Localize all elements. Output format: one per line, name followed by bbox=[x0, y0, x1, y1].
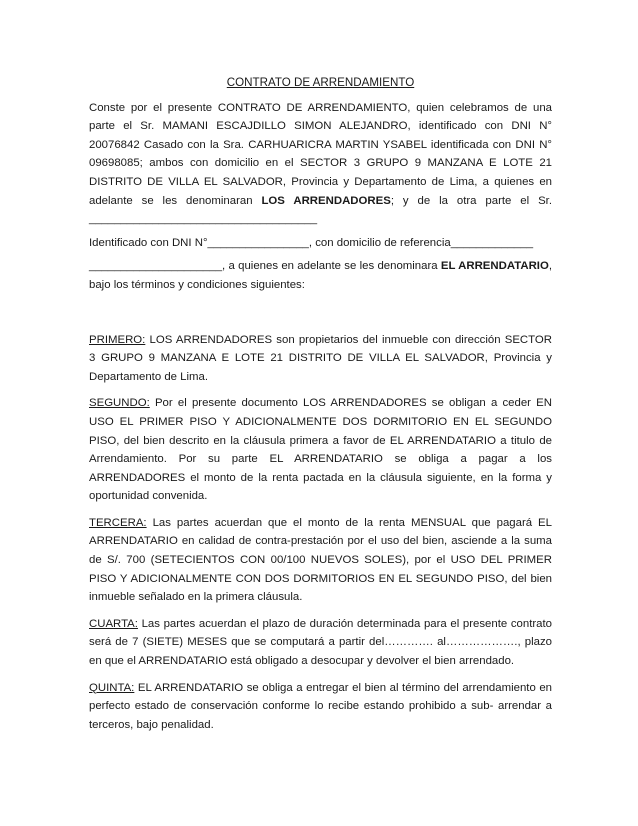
clause-tercera bbox=[89, 514, 552, 607]
clause-label: CUARTA: bbox=[89, 617, 138, 630]
clause-text: Las partes acuerdan el plazo de duración determinada para el presente contrato será de 7 (SIETE) MESES que se computará a partir del…………. al………………., plazo en que el ARRENDATARIO está obligado a desocupar y devolver el bien arrendado. bbox=[89, 617, 552, 668]
intro-paragraph-arrendatario bbox=[89, 257, 552, 294]
intro-text-part-1: Conste por el presente CONTRATO DE ARRENDAMIENTO, quien celebramos de una parte el Sr. MAMANI ESCAJDILLO SIMON ALEJANDRO, identificado con DNI N° 20076842 Casado con la Sra. CARHUARICRA MARTIN YSABEL identificada con DNI N° 09698085; ambos con domicilio en el SECTOR 3 GRUPO 9 MANZANA E LOTE 21 DISTRITO DE VILLA EL SALVADOR, Provincia y Departamento de Lima, a quienes en adelante se les denominaran bbox=[89, 101, 552, 207]
clause-text: Las partes acuerdan que el monto de la renta MENSUAL que pagará EL ARRENDATARIO en calidad de contra-prestación por el uso del bien, asciende a la suma de S/. 700 (SETECIENTOS CON 00/100 NUEVOS SOLES), por el USO DEL PRIMER PISO Y ADICIONALMENTE CON DOS DORMITORIOS EN EL SEGUNDO PISO, del bien inmueble señalado en la primera cláusula. bbox=[89, 516, 552, 604]
clause-segundo bbox=[89, 394, 552, 506]
clause-text: EL ARRENDATARIO se obliga a entregar el bien al término del arrendamiento en perfecto estado de conservación conforme lo recibe estando prohibido a sub- arrendar a terceros, bajo penalidad. bbox=[89, 681, 552, 731]
clause-text: LOS ARRENDADORES son propietarios del inmueble con dirección SECTOR 3 GRUPO 9 MANZANA E LOTE 21 DISTRITO DE VILLA EL SALVADOR, Provincia y Departamento de Lima. bbox=[89, 333, 552, 383]
arrendadores-term: LOS ARRENDADORES bbox=[261, 194, 391, 207]
clause-label: PRIMERO: bbox=[89, 333, 146, 346]
clause-text: Por el presente documento LOS ARRENDADORES se obligan a ceder EN USO EL PRIMER PISO Y ADICIONALMENTE DOS DORMITORIO EN EL SEGUNDO PISO, del bien descrito en la cláusula primera a favor de EL ARRENDATARIO a titulo de Arrendamiento. Por su parte EL ARRENDATARIO se obliga a pagar a los ARRENDADORES el monto de la renta pactada en la cláusula siguiente, en la forma y oportunidad convenida. bbox=[89, 397, 552, 503]
clause-label: TERCERA: bbox=[89, 516, 147, 529]
clause-quinta bbox=[89, 679, 552, 735]
intro-paragraph-identification: Identificado con DNI N°________________, con domicilio de referencia_____________ bbox=[89, 236, 534, 249]
intro-text-part-4: , bajo los términos y condiciones siguientes: bbox=[89, 260, 552, 291]
intro-text-part-2: ; y de la otra parte el Sr. ____________________________________ bbox=[89, 194, 552, 226]
document-title: CONTRATO DE ARRENDAMIENTO bbox=[226, 76, 415, 89]
clause-cuarta bbox=[89, 615, 552, 671]
clause-label: QUINTA: bbox=[89, 681, 135, 694]
intro-paragraph-parties bbox=[89, 99, 552, 229]
arrendatario-term: EL ARRENDATARIO bbox=[440, 260, 549, 273]
clause-primero bbox=[89, 331, 552, 387]
intro-text-part-3: _____________________, a quienes en adelante se les denominara bbox=[89, 260, 441, 273]
clause-label: SEGUNDO: bbox=[89, 397, 150, 410]
